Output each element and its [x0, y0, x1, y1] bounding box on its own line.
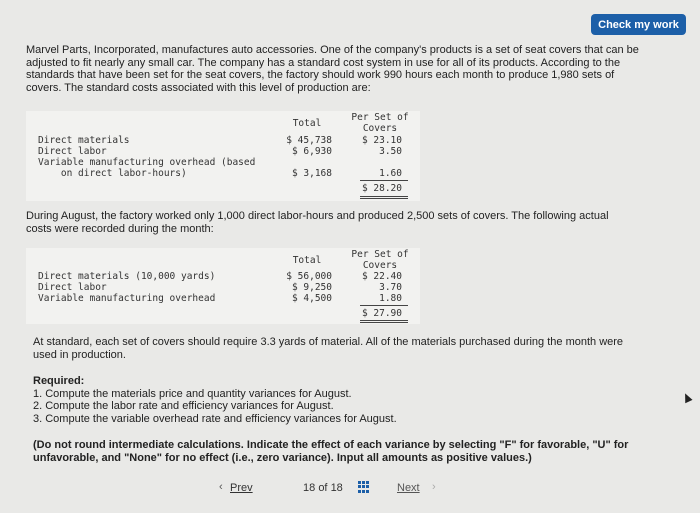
row-total: $ 45,738 — [286, 135, 332, 146]
row-label: Variable manufacturing overhead (based on direct labor-hours) — [38, 157, 256, 179]
total-rule — [360, 305, 408, 306]
intro-paragraph — [26, 44, 639, 94]
intro-line: Marvel Parts, Incorporated, manufactures auto accessories. One of the company's products is a set of seat covers that can be — [26, 44, 639, 56]
note-line: unfavorable, and "None" for no effect (i.e., zero variance). Input all amounts as positive values.) — [33, 451, 532, 464]
row-total: $ 6,930 — [291, 146, 332, 157]
double-rule — [360, 322, 408, 323]
col-header-total: Total — [292, 118, 322, 129]
row-label: Direct materials (10,000 yards) — [38, 271, 216, 282]
grid-icon[interactable] — [358, 481, 370, 493]
mouse-cursor-icon — [681, 392, 692, 404]
instructions-note — [33, 439, 628, 464]
page-of: of — [318, 482, 328, 494]
standard-line: used in production. — [33, 348, 126, 361]
col-header-per-set: Per Set of Covers — [351, 249, 409, 271]
check-my-work-button[interactable]: Check my work — [591, 14, 686, 35]
note-line: (Do not round intermediate calculations. Indicate the effect of each variance by selecting "F" for favorable, "U" for — [33, 439, 629, 451]
required-item: 2. Compute the labor rate and efficiency variances for August. — [33, 400, 334, 412]
total-pages: 18 — [330, 482, 343, 494]
chevron-right-icon: › — [432, 481, 436, 493]
august-paragraph — [26, 210, 609, 235]
row-per-set: 1.60 — [379, 168, 402, 179]
row-total: $ 9,250 — [291, 282, 332, 293]
next-button[interactable]: Next — [397, 482, 420, 494]
row-total: $ 3,168 — [291, 168, 332, 179]
prev-button[interactable]: Prev — [230, 482, 253, 494]
col-header-total: Total — [292, 255, 322, 266]
per-set-total: $ 28.20 — [361, 183, 402, 194]
required-item: 3. Compute the variable overhead rate and efficiency variances for August. — [33, 412, 397, 425]
intro-line: adjusted to fit nearly any small car. The company has a standard cost system in use for all of its products. According to the — [26, 56, 621, 69]
row-label: Direct materials — [38, 135, 130, 146]
chevron-left-icon: ‹ — [219, 481, 223, 493]
row-per-set: 3.50 — [379, 146, 402, 157]
august-line: During August, the factory worked only 1,000 direct labor-hours and produced 2,500 sets of covers. The following actual — [26, 210, 609, 222]
row-label: Direct labor — [38, 146, 107, 157]
standard-cost-table — [26, 111, 420, 201]
per-set-total: $ 27.90 — [361, 308, 402, 319]
total-rule — [360, 180, 408, 181]
double-rule — [360, 196, 408, 197]
intro-line: covers. The standard costs associated with this level of production are: — [26, 81, 371, 94]
row-per-set: $ 23.10 — [361, 135, 402, 146]
col-header-per-set: Per Set of Covers — [351, 112, 409, 134]
page-indicator — [303, 482, 343, 494]
intro-line: standards that have been set for the seat covers, the factory should work 990 hours each month to produce 1,980 sets of — [26, 69, 615, 81]
row-per-set: $ 22.40 — [361, 271, 402, 282]
row-total: $ 56,000 — [286, 271, 332, 282]
required-item: 1. Compute the materials price and quantity variances for August. — [33, 387, 352, 400]
required-heading: Required: — [33, 375, 85, 387]
double-rule — [360, 320, 408, 321]
current-page: 18 — [303, 482, 316, 494]
actual-cost-table — [26, 248, 420, 324]
required-section — [33, 375, 397, 425]
row-label: Variable manufacturing overhead — [38, 293, 216, 304]
row-label: Direct labor — [38, 282, 107, 293]
row-per-set: 3.70 — [379, 282, 402, 293]
standard-paragraph — [33, 336, 623, 361]
row-per-set: 1.80 — [379, 293, 402, 304]
double-rule — [360, 198, 408, 199]
august-line: costs were recorded during the month: — [26, 222, 214, 235]
question-navigation — [218, 478, 450, 500]
standard-line: At standard, each set of covers should require 3.3 yards of material. All of the materials purchased during the month were — [33, 336, 624, 348]
row-total: $ 4,500 — [291, 293, 332, 304]
